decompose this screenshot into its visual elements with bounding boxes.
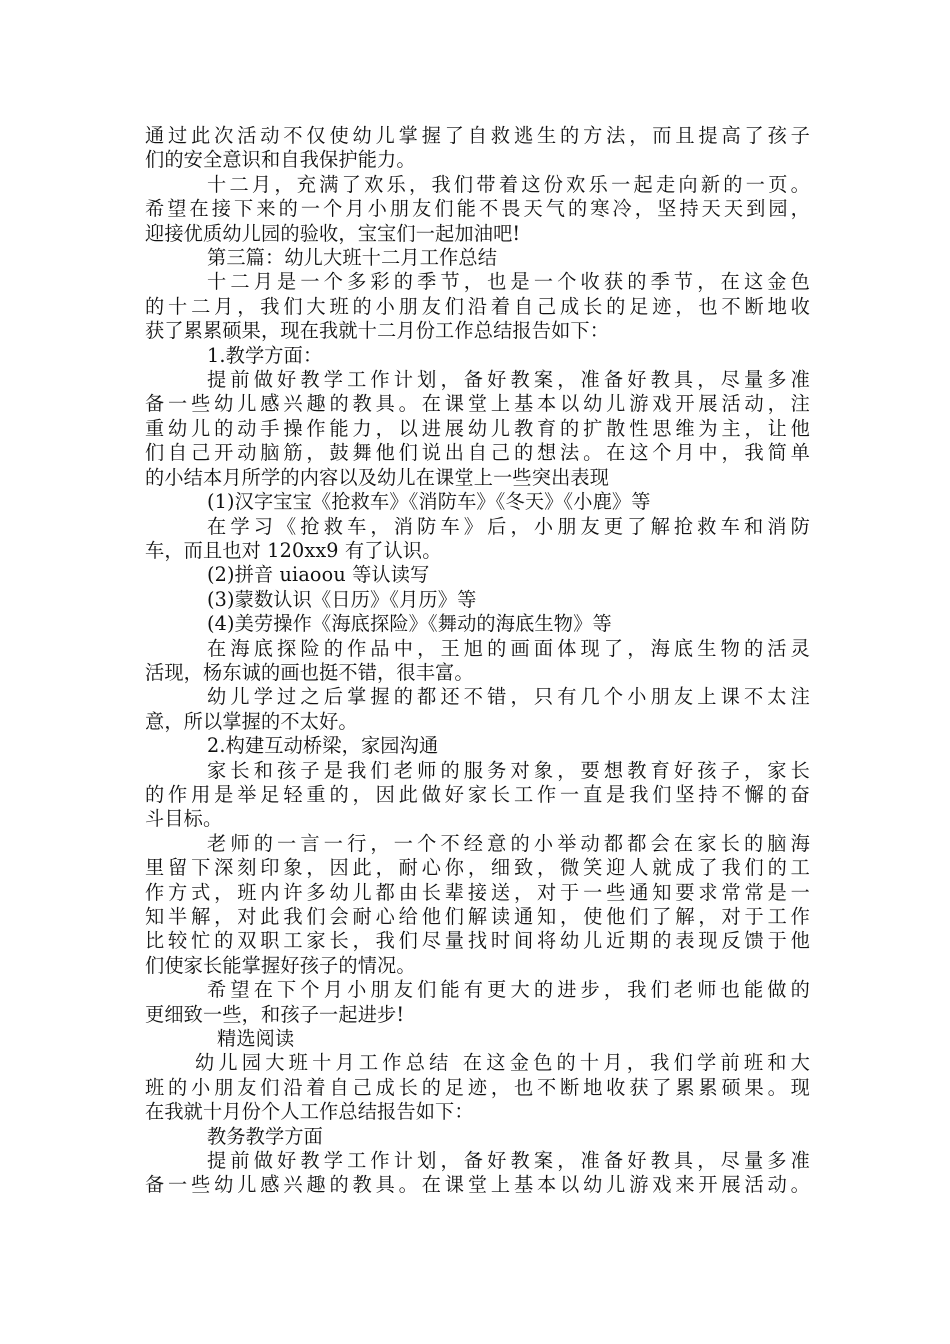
text-line: (1)汉字宝宝《抢救车》《消防车》《冬天》《小鹿》等: [207, 490, 651, 514]
text-line: 意，所以掌握的不太好。: [145, 709, 358, 733]
text-line: 里留下深刻印象，因此，耐心你，细致，微笑迎人就成了我们的工: [145, 856, 810, 880]
text-line: 通过此次活动不仅使幼儿掌握了自救逃生的方法，而且提高了孩子: [145, 124, 810, 147]
text-line: 获了累累硕果，现在我就十二月份工作总结报告如下：: [145, 319, 610, 343]
text-line: 备一些幼儿感兴趣的教具。在课堂上基本以幼儿游戏开展活动，注: [145, 392, 810, 416]
text-line: 2.构建互动桥梁，家园沟通: [207, 734, 439, 758]
text-line: 比较忙的双职工家长，我们尽量找时间将幼儿近期的表现反馈于他: [145, 929, 810, 953]
text-line: 活现，杨东诚的画也挺不错，很丰富。: [145, 660, 474, 684]
text-line: (3)蒙数认识《日历》《月历》等: [207, 587, 477, 611]
document-body: [145, 124, 810, 1198]
text-line: 们的安全意识和自我保护能力。: [145, 148, 416, 172]
text-line: 的作用是举足轻重的，因此做好家长工作一直是我们坚持不懈的奋: [145, 782, 810, 806]
text-line: 幼儿园大班十月工作总结 在这金色的十月，我们学前班和大: [195, 1051, 810, 1075]
text-line: 车，而且也对 120xx9 有了认识。: [145, 538, 442, 562]
text-line: 家长和孩子是我们老师的服务对象，要想教育好孩子，家长: [207, 758, 810, 782]
text-line: 第三篇：幼儿大班十二月工作总结: [207, 246, 498, 270]
text-line: 在海底探险的作品中，王旭的画面体现了，海底生物的活灵: [207, 636, 810, 660]
text-line: 班的小朋友们沿着自己成长的足迹，也不断地收获了累累硕果。现: [145, 1075, 810, 1099]
text-line: 希望在接下来的一个月小朋友们能不畏天气的寒冷，坚持天天到园，: [145, 197, 810, 221]
text-line: 们使家长能掌握好孩子的情况。: [145, 953, 416, 977]
text-line: 提前做好教学工作计划，备好教案，准备好教具，尽量多准: [207, 1149, 810, 1173]
text-line: 斗目标。: [145, 807, 223, 831]
text-line: 老师的一言一行，一个不经意的小举动都都会在家长的脑海: [207, 831, 810, 855]
text-line: 希望在下个月小朋友们能有更大的进步，我们老师也能做的: [207, 978, 810, 1002]
text-line: (2)拼音 uiaoou 等认读写: [207, 563, 430, 587]
text-line: (4)美劳操作《海底探险》《舞动的海底生物》等: [207, 612, 612, 636]
text-line: 精选阅读: [217, 1027, 295, 1051]
text-line: 迎接优质幼儿园的验收，宝宝们一起加油吧!: [145, 221, 521, 245]
text-line: 的小结本月所学的内容以及幼儿在课堂上一些突出表现: [145, 465, 610, 489]
text-line: 提前做好教学工作计划，备好教案，准备好教具，尽量多准: [207, 368, 810, 392]
text-line: 知半解，对此我们会耐心给他们解读通知，使他们了解，对于工作: [145, 905, 810, 928]
text-line: 的十二月，我们大班的小朋友们沿着自己成长的足迹，也不断地收: [145, 294, 810, 318]
text-line: 更细致一些，和孩子一起进步!: [145, 1002, 405, 1026]
text-line: 教务教学方面: [207, 1124, 324, 1148]
text-line: 十二月是一个多彩的季节，也是一个收获的季节，在这金色: [207, 270, 810, 294]
text-line: 备一些幼儿感兴趣的教具。在课堂上基本以幼儿游戏来开展活动。: [145, 1173, 810, 1197]
text-line: 在学习《抢救车，消防车》后，小朋友更了解抢救车和消防: [207, 514, 810, 538]
text-line: 在我就十月份个人工作总结报告如下：: [145, 1100, 474, 1124]
text-line: 作方式，班内许多幼儿都由长辈接送，对于一些通知要求常常是一: [145, 880, 810, 904]
text-line: 十二月，充满了欢乐，我们带着这份欢乐一起走向新的一页。: [207, 172, 810, 196]
text-line: 1.教学方面：: [207, 343, 323, 367]
text-line: 幼儿学过之后掌握的都还不错，只有几个小朋友上课不太注: [207, 685, 810, 709]
text-line: 重幼儿的动手操作能力，以进展幼儿教育的扩散性思维为主，让他: [145, 416, 810, 440]
text-line: 们自己开动脑筋，鼓舞他们说出自己的想法。在这个月中，我简单: [145, 441, 810, 465]
